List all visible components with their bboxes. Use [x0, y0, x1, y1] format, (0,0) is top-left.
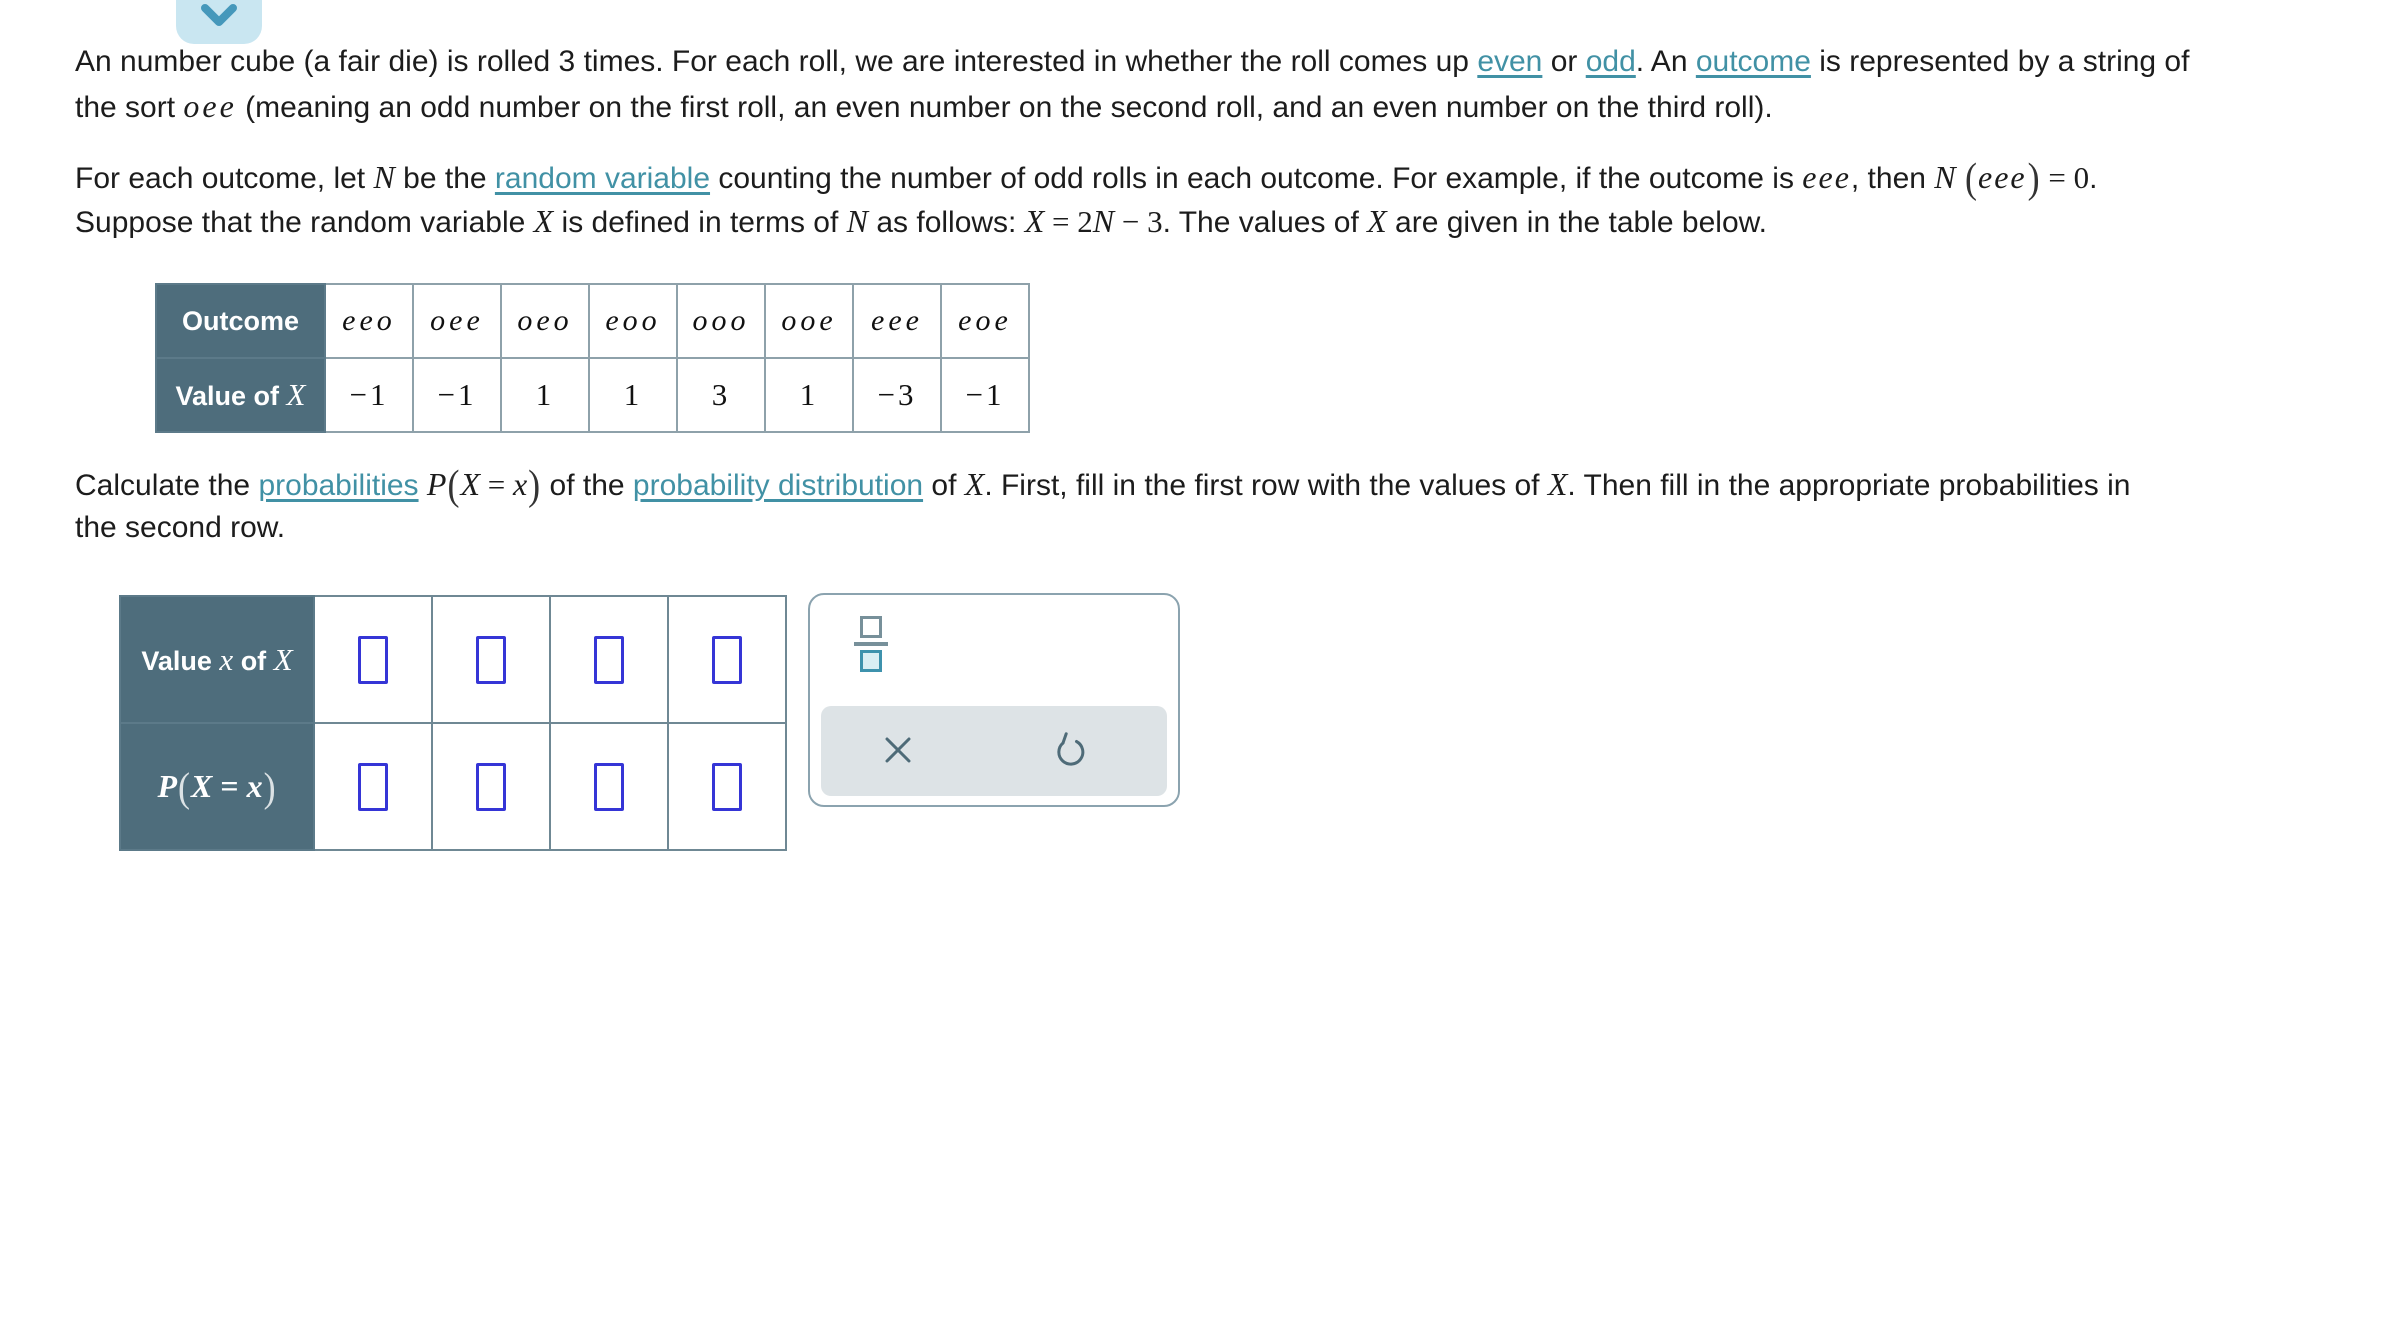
- math-X: X: [286, 377, 306, 412]
- math-oee: oee: [183, 88, 237, 124]
- math-P: P: [426, 466, 447, 502]
- value-header-cell: [156, 358, 325, 432]
- probability-row: [120, 723, 786, 850]
- math-X: X: [460, 466, 480, 502]
- outcome-cell: ooo: [677, 284, 765, 358]
- text: be the: [394, 162, 495, 195]
- value-cell: 1: [501, 358, 589, 432]
- value-x-input-2[interactable]: [476, 636, 506, 684]
- text: (meaning an odd number on the first roll, an even number on the second roll, and an even number on the third roll).: [236, 91, 1773, 124]
- instruction-paragraph: [75, 462, 2131, 550]
- link-probabilities[interactable]: probabilities: [258, 469, 419, 502]
- outcome-header-cell: [156, 284, 325, 358]
- answer-cell: [550, 723, 668, 850]
- outcome-cell: eoo: [589, 284, 677, 358]
- fraction-icon: [854, 616, 888, 672]
- outcome-cell: oee: [413, 284, 501, 358]
- math-P: P: [157, 767, 177, 804]
- probability-header-cell: [120, 723, 314, 850]
- outcome-cell: eoe: [941, 284, 1029, 358]
- panel-action-bar: [821, 706, 1167, 796]
- math-X: X: [273, 641, 293, 677]
- math-X: X: [1367, 203, 1387, 239]
- answer-cell: [314, 723, 432, 850]
- math-minus-three: − 3: [1114, 204, 1163, 239]
- value-row: [156, 358, 1029, 432]
- probability-input-3[interactable]: [594, 763, 624, 811]
- value-x-input-3[interactable]: [594, 636, 624, 684]
- text: is defined in terms of: [553, 206, 847, 239]
- math-equals: =: [212, 767, 247, 804]
- link-random-variable[interactable]: random variable: [494, 162, 711, 195]
- value-x-row: [120, 596, 786, 723]
- value-cell: 3: [677, 358, 765, 432]
- math-X: X: [533, 203, 554, 239]
- text: as follows:: [868, 206, 1025, 239]
- paragraph-line: [75, 40, 2189, 84]
- value-cell: −1: [941, 358, 1029, 432]
- answer-cell: [314, 596, 432, 723]
- text: Suppose that the random variable: [75, 206, 534, 239]
- probability-input-1[interactable]: [358, 763, 388, 811]
- math-N: N: [373, 159, 395, 195]
- math-equals-zero: = 0: [2040, 160, 2090, 195]
- answer-cell: [432, 596, 550, 723]
- math-eee: eee: [1802, 159, 1851, 195]
- text: Calculate the: [75, 469, 259, 502]
- math-X: X: [964, 466, 985, 502]
- text: . The values of: [1162, 206, 1368, 239]
- probability-answer-table: [119, 595, 787, 851]
- probability-input-4[interactable]: [712, 763, 742, 811]
- text: .: [2089, 162, 2098, 195]
- value-cell: −3: [853, 358, 941, 432]
- answer-cell: [668, 596, 786, 723]
- link-odd[interactable]: odd: [1585, 45, 1636, 78]
- text: An number cube (a fair die) is rolled 3 times. For each roll, we are interested in whether the roll comes up: [75, 45, 1478, 78]
- paren-open: (: [177, 763, 190, 810]
- collapse-question-button[interactable]: [176, 0, 262, 44]
- paragraph-line: [75, 461, 2131, 509]
- outcome-cell: eeo: [325, 284, 413, 358]
- math-eee: eee: [1977, 159, 2027, 195]
- undo-icon: [1050, 730, 1090, 773]
- link-outcome[interactable]: outcome: [1695, 45, 1811, 78]
- math-N: N: [1092, 203, 1115, 239]
- math-X: X: [1547, 466, 1568, 502]
- math-x: x: [246, 767, 263, 804]
- value-x-header-cell: [120, 596, 314, 723]
- text: of the: [541, 469, 633, 502]
- value-x-header-label: of: [233, 645, 274, 676]
- math-input-tool-panel: [808, 593, 1180, 807]
- value-cell: 1: [765, 358, 853, 432]
- paren-open: (: [447, 461, 460, 509]
- answer-cell: [550, 596, 668, 723]
- paragraph-line: [75, 154, 2098, 202]
- random-variable-paragraph: [75, 155, 2097, 243]
- text: [419, 469, 427, 502]
- value-cell: −1: [413, 358, 501, 432]
- clear-button[interactable]: [869, 722, 927, 780]
- probability-input-2[interactable]: [476, 763, 506, 811]
- text: is represented by a string of: [1810, 45, 2190, 78]
- text: or: [1542, 45, 1586, 78]
- value-x-input-4[interactable]: [712, 636, 742, 684]
- value-cell: 1: [589, 358, 677, 432]
- math-X: X: [190, 767, 213, 804]
- link-even[interactable]: even: [1477, 45, 1543, 78]
- text: . Then fill in the appropriate probabilities in: [1567, 469, 2131, 502]
- outcome-header-label: Outcome: [181, 305, 300, 336]
- math-X: X: [1024, 203, 1045, 239]
- text: , then: [1850, 162, 1935, 195]
- text: counting the number of odd rolls in each outcome. For example, if the outcome is: [710, 162, 1803, 195]
- paren-close: ): [2027, 154, 2040, 202]
- value-x-header-label: Value: [141, 645, 220, 676]
- outcome-cell: ooe: [765, 284, 853, 358]
- text: of: [923, 469, 965, 502]
- text: are given in the table below.: [1386, 206, 1767, 239]
- math-x: x: [512, 466, 528, 502]
- fraction-template-button[interactable]: [842, 611, 900, 677]
- math-N: N: [1934, 159, 1956, 195]
- paragraph-line: [75, 199, 2097, 243]
- text: For each outcome, let: [75, 162, 374, 195]
- answer-cell: [432, 723, 550, 850]
- answer-cell: [668, 723, 786, 850]
- problem-intro-paragraph: [75, 40, 2189, 128]
- math-equals: =: [479, 467, 513, 502]
- value-header-label: Value of: [175, 381, 287, 411]
- outcome-cell: eee: [853, 284, 941, 358]
- text: . An: [1635, 45, 1696, 78]
- outcome-row: [156, 284, 1029, 358]
- math-x: x: [219, 641, 234, 677]
- text: the sort: [75, 91, 184, 124]
- paren-close: ): [263, 763, 276, 810]
- clear-x-icon: [881, 733, 915, 770]
- undo-button[interactable]: [1041, 722, 1099, 780]
- paren-open: (: [1964, 154, 1977, 202]
- math-N: N: [846, 203, 868, 239]
- paragraph-line: [75, 84, 2189, 128]
- outcome-cell: oeo: [501, 284, 589, 358]
- math-equals-two: = 2: [1044, 204, 1093, 239]
- text: the second row.: [75, 511, 286, 544]
- paragraph-line: [75, 506, 2131, 550]
- value-cell: −1: [325, 358, 413, 432]
- value-x-input-1[interactable]: [358, 636, 388, 684]
- paren-close: ): [528, 461, 541, 509]
- link-probability-distribution[interactable]: probability distribution: [632, 469, 924, 502]
- text: . First, fill in the first row with the values of: [984, 469, 1548, 502]
- outcome-value-table: [155, 283, 1030, 433]
